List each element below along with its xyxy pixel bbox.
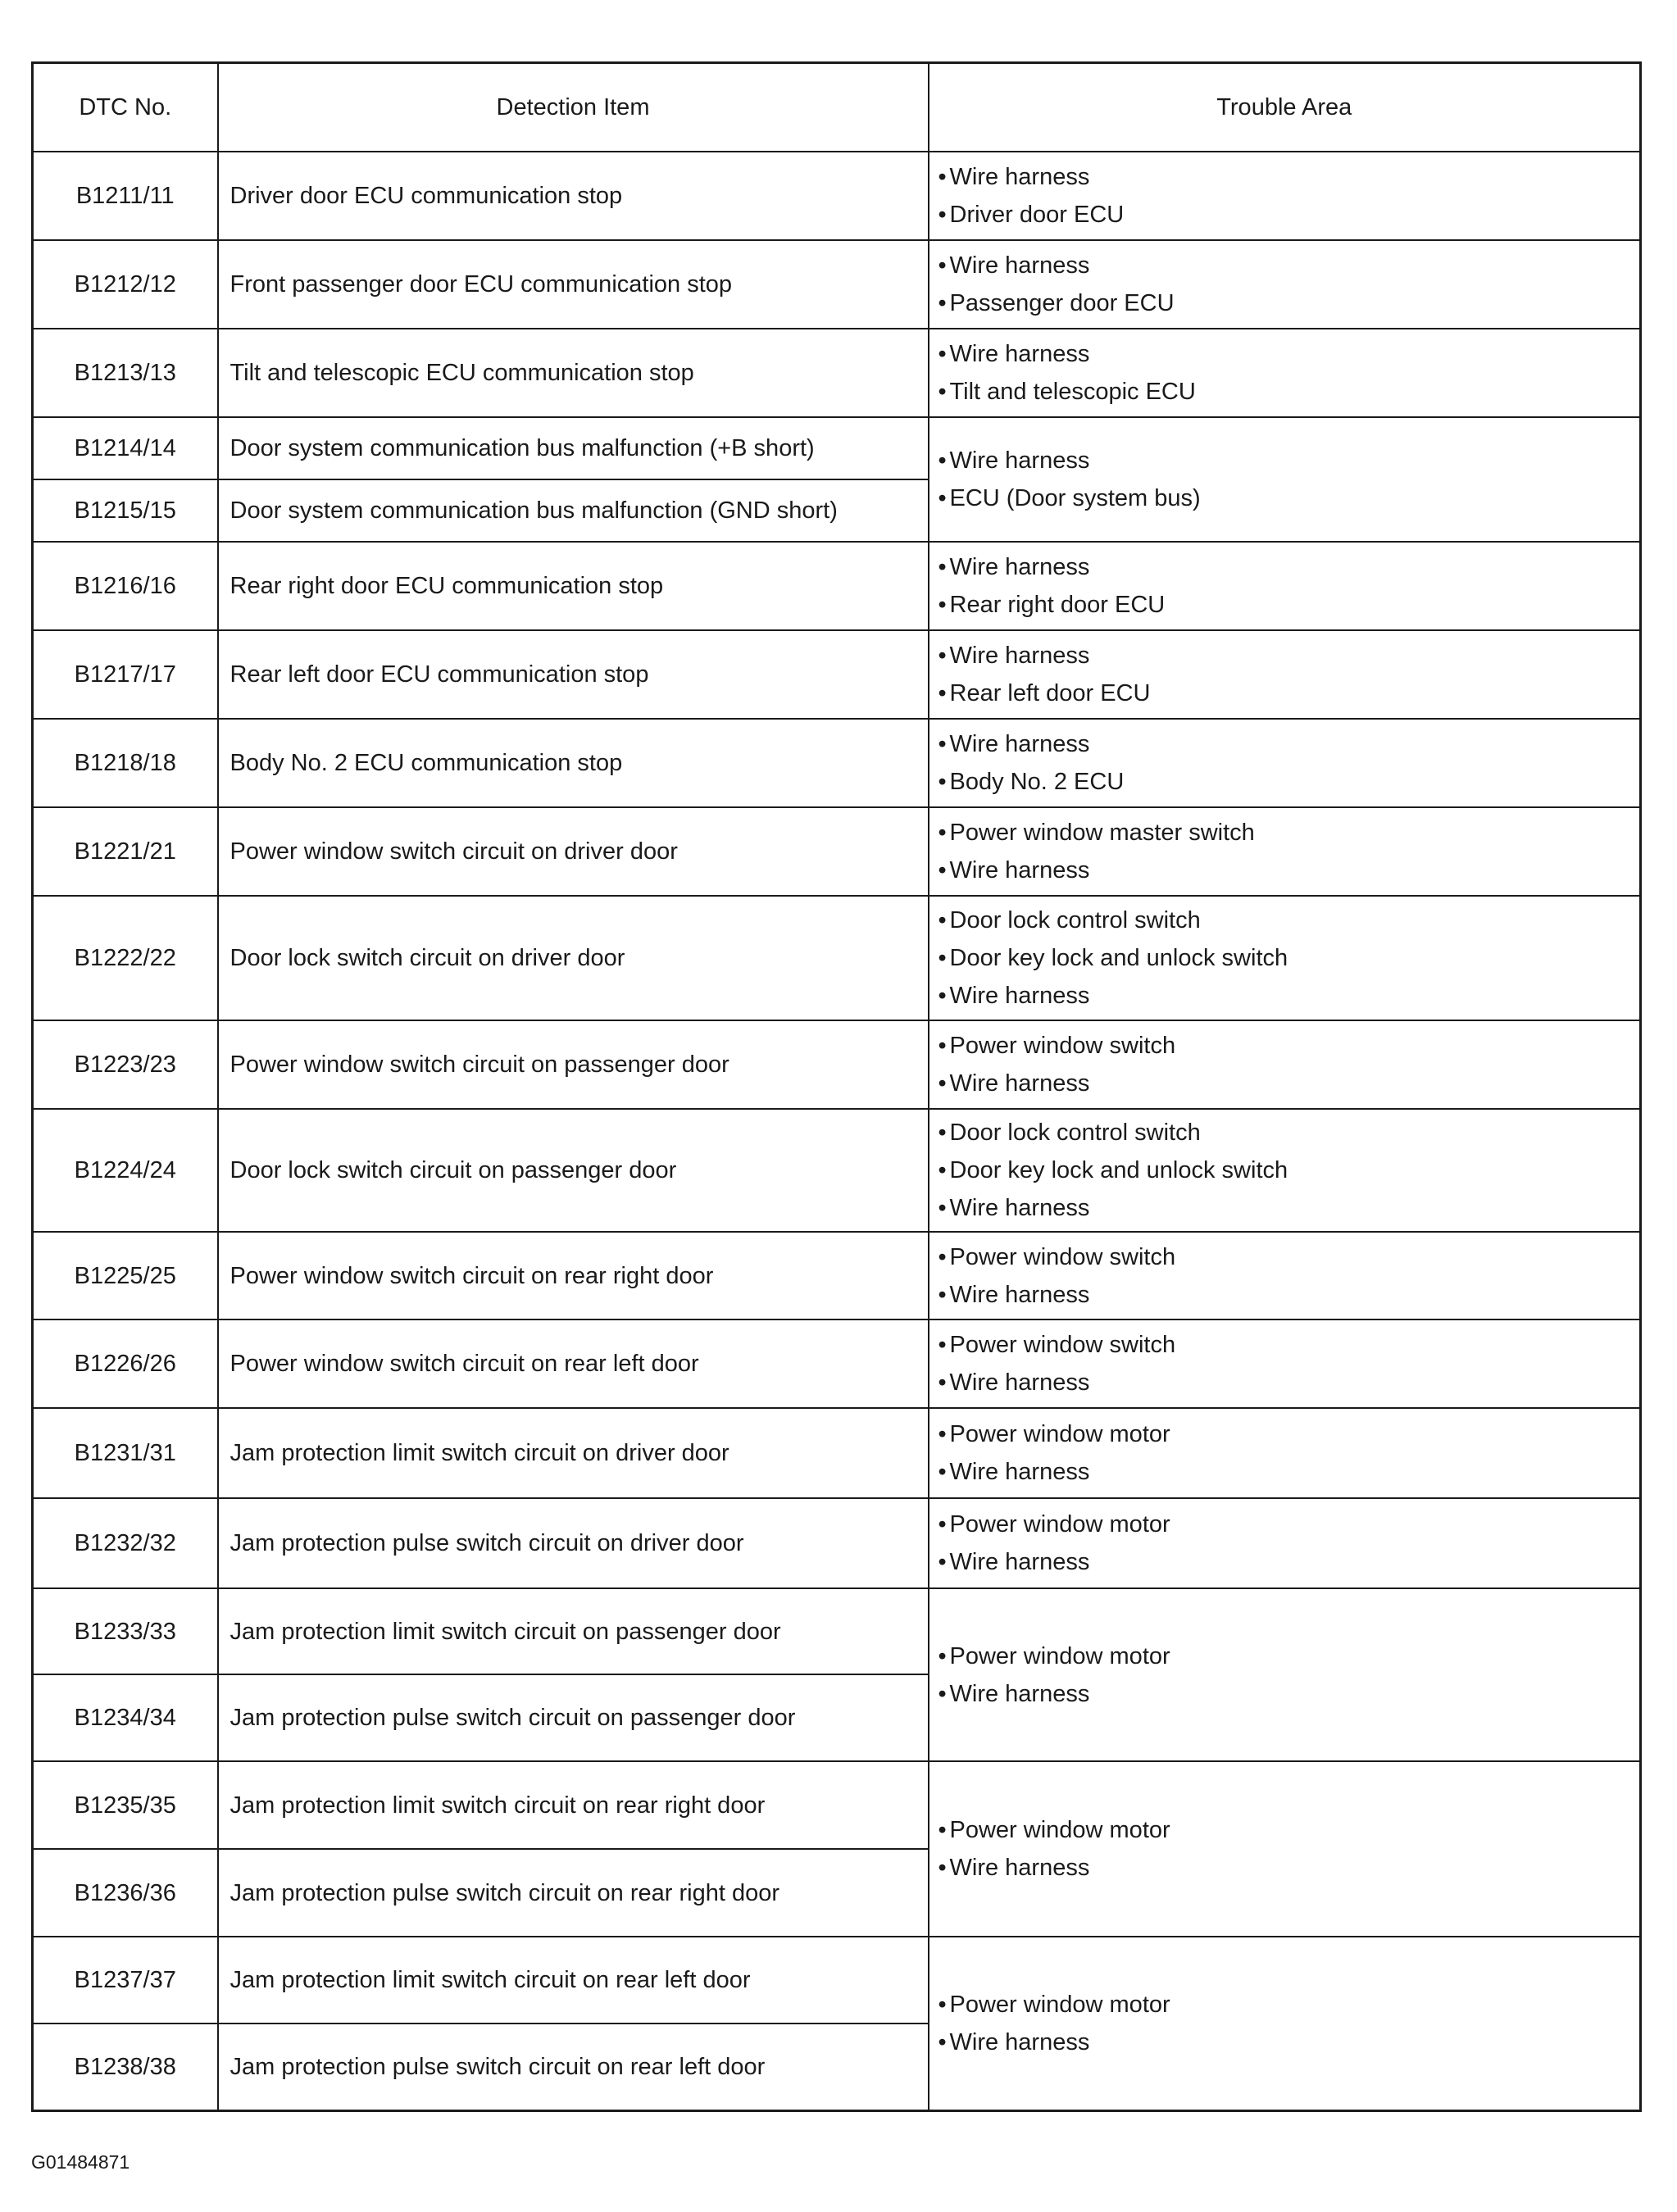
- bullet-icon: •: [938, 820, 947, 846]
- trouble-area-text: Power window switch: [949, 1243, 1176, 1270]
- trouble-area-item: [938, 1637, 1639, 1675]
- detection-item: Jam protection limit switch circuit on passenger door: [218, 1588, 929, 1674]
- trouble-area-text: Wire harness: [949, 341, 1090, 367]
- dtc-code: B1225/25: [33, 1232, 218, 1319]
- bullet-icon: •: [938, 290, 947, 316]
- trouble-area-text: Power window switch: [949, 1332, 1176, 1358]
- table-row: [33, 1761, 1641, 1849]
- trouble-area-item: [938, 247, 1639, 284]
- detection-item: Door lock switch circuit on driver door: [218, 896, 929, 1020]
- dtc-code: B1237/37: [33, 1937, 218, 2024]
- dtc-code: B1218/18: [33, 719, 218, 807]
- bullet-icon: •: [938, 554, 947, 580]
- dtc-code: B1214/14: [33, 417, 218, 479]
- trouble-area: [929, 1232, 1641, 1319]
- bullet-icon: •: [938, 945, 947, 971]
- dtc-code: B1231/31: [33, 1408, 218, 1498]
- trouble-area: [929, 807, 1641, 896]
- trouble-area: [929, 1109, 1641, 1232]
- bullet-icon: •: [938, 907, 947, 933]
- bullet-icon: •: [938, 1459, 947, 1485]
- trouble-area-item: [938, 1364, 1639, 1401]
- trouble-area-text: Power window motor: [949, 1991, 1170, 2018]
- trouble-area-item: [938, 335, 1639, 373]
- bullet-icon: •: [938, 592, 947, 618]
- trouble-area: [929, 1588, 1641, 1761]
- table-row: [33, 542, 1641, 630]
- detection-item: Jam protection limit switch circuit on rear right door: [218, 1761, 929, 1849]
- bullet-icon: •: [938, 1120, 947, 1146]
- trouble-area: [929, 719, 1641, 807]
- bullet-icon: •: [938, 164, 947, 190]
- table-row: [33, 1020, 1641, 1109]
- trouble-area-text: Wire harness: [949, 1195, 1090, 1221]
- detection-item: Door lock switch circuit on passenger door: [218, 1109, 929, 1232]
- dtc-code: B1223/23: [33, 1020, 218, 1109]
- trouble-area-text: Tilt and telescopic ECU: [949, 379, 1196, 405]
- trouble-area-text: Power window motor: [949, 1511, 1170, 1537]
- dtc-code: B1226/26: [33, 1319, 218, 1408]
- bullet-icon: •: [938, 1332, 947, 1358]
- trouble-area: [929, 1761, 1641, 1937]
- trouble-area-item: [938, 939, 1639, 977]
- trouble-area-item: [938, 1849, 1639, 1887]
- dtc-table: [31, 61, 1642, 2112]
- table-row: [33, 1588, 1641, 1674]
- bullet-icon: •: [938, 643, 947, 669]
- trouble-area-text: Passenger door ECU: [949, 290, 1175, 316]
- trouble-area: [929, 1408, 1641, 1498]
- table-row: [33, 896, 1641, 1020]
- bullet-icon: •: [938, 1243, 947, 1270]
- table-row: [33, 152, 1641, 240]
- detection-item: Jam protection limit switch circuit on rear left door: [218, 1937, 929, 2024]
- trouble-area: [929, 329, 1641, 417]
- detection-item: Driver door ECU communication stop: [218, 152, 929, 240]
- detection-item: Tilt and telescopic ECU communication stop: [218, 329, 929, 417]
- dtc-code: B1232/32: [33, 1498, 218, 1588]
- detection-item: Jam protection limit switch circuit on driver door: [218, 1408, 929, 1498]
- trouble-area-text: Wire harness: [949, 252, 1090, 279]
- trouble-area-item: [938, 977, 1639, 1015]
- dtc-code: B1212/12: [33, 240, 218, 329]
- detection-item: Power window switch circuit on passenger door: [218, 1020, 929, 1109]
- header-row: [33, 63, 1641, 152]
- trouble-area-item: [938, 158, 1639, 196]
- detection-item: Jam protection pulse switch circuit on rear right door: [218, 1849, 929, 1937]
- table-row: [33, 719, 1641, 807]
- trouble-area: [929, 1020, 1641, 1109]
- dtc-code: B1224/24: [33, 1109, 218, 1232]
- bullet-icon: •: [938, 1817, 947, 1843]
- table-row: [33, 1232, 1641, 1319]
- trouble-area-item: [938, 1114, 1639, 1151]
- bullet-icon: •: [938, 1421, 947, 1447]
- trouble-area-item: [938, 284, 1639, 322]
- header-dtc-no: DTC No.: [33, 63, 218, 152]
- trouble-area-text: Wire harness: [949, 1369, 1090, 1396]
- bullet-icon: •: [938, 1511, 947, 1537]
- trouble-area-item: [938, 725, 1639, 763]
- trouble-area: [929, 1937, 1641, 2110]
- bullet-icon: •: [938, 1855, 947, 1881]
- trouble-area: [929, 1498, 1641, 1588]
- trouble-area-item: [938, 1027, 1639, 1065]
- trouble-area-item: [938, 675, 1639, 712]
- dtc-code: B1221/21: [33, 807, 218, 896]
- header-detection-item: Detection Item: [218, 63, 929, 152]
- trouble-area-item: [938, 852, 1639, 889]
- trouble-area-item: [938, 479, 1639, 517]
- trouble-area-item: [938, 196, 1639, 234]
- detection-item: Jam protection pulse switch circuit on passenger door: [218, 1674, 929, 1761]
- bullet-icon: •: [938, 1033, 947, 1059]
- trouble-area-item: [938, 902, 1639, 939]
- bullet-icon: •: [938, 2028, 947, 2055]
- trouble-area-text: Rear right door ECU: [949, 592, 1166, 618]
- trouble-area-item: [938, 814, 1639, 852]
- bullet-icon: •: [938, 1281, 947, 1308]
- table-row: [33, 1319, 1641, 1408]
- bullet-icon: •: [938, 983, 947, 1009]
- trouble-area-item: [938, 1276, 1639, 1314]
- trouble-area-item: [938, 1189, 1639, 1227]
- trouble-area-text: Power window switch: [949, 1033, 1176, 1059]
- trouble-area-item: [938, 1811, 1639, 1849]
- trouble-area-text: Wire harness: [949, 164, 1090, 190]
- trouble-area-text: Wire harness: [949, 2028, 1090, 2055]
- trouble-area-text: Wire harness: [949, 983, 1090, 1009]
- bullet-icon: •: [938, 1195, 947, 1221]
- dtc-code: B1222/22: [33, 896, 218, 1020]
- dtc-code: B1238/38: [33, 2024, 218, 2110]
- trouble-area-item: [938, 1326, 1639, 1364]
- trouble-area: [929, 1319, 1641, 1408]
- bullet-icon: •: [938, 769, 947, 795]
- bullet-icon: •: [938, 1157, 947, 1183]
- detection-item: Body No. 2 ECU communication stop: [218, 719, 929, 807]
- bullet-icon: •: [938, 731, 947, 757]
- trouble-area-text: Wire harness: [949, 1459, 1090, 1485]
- table-row: [33, 1937, 1641, 2024]
- table-row: [33, 630, 1641, 719]
- trouble-area-text: Wire harness: [949, 447, 1090, 474]
- detection-item: Jam protection pulse switch circuit on rear left door: [218, 2024, 929, 2110]
- trouble-area-text: Power window motor: [949, 1421, 1170, 1447]
- bullet-icon: •: [938, 252, 947, 279]
- trouble-area-text: ECU (Door system bus): [949, 485, 1201, 511]
- bullet-icon: •: [938, 1991, 947, 2018]
- bullet-icon: •: [938, 1369, 947, 1396]
- trouble-area: [929, 240, 1641, 329]
- table-row: [33, 1408, 1641, 1498]
- trouble-area-text: Wire harness: [949, 1855, 1090, 1881]
- trouble-area-text: Wire harness: [949, 554, 1090, 580]
- figure-id: G01484871: [31, 2151, 130, 2173]
- trouble-area-text: Door key lock and unlock switch: [949, 1157, 1288, 1183]
- dtc-code: B1235/35: [33, 1761, 218, 1849]
- trouble-area-item: [938, 373, 1639, 411]
- trouble-area-text: Wire harness: [949, 1070, 1090, 1097]
- trouble-area-item: [938, 2024, 1639, 2061]
- dtc-code: B1216/16: [33, 542, 218, 630]
- bullet-icon: •: [938, 1642, 947, 1669]
- bullet-icon: •: [938, 680, 947, 706]
- trouble-area-item: [938, 1151, 1639, 1189]
- trouble-area-item: [938, 1453, 1639, 1491]
- bullet-icon: •: [938, 485, 947, 511]
- dtc-code: B1236/36: [33, 1849, 218, 1937]
- table-row: [33, 240, 1641, 329]
- detection-item: Rear left door ECU communication stop: [218, 630, 929, 719]
- dtc-code: B1211/11: [33, 152, 218, 240]
- table-row: [33, 417, 1641, 479]
- trouble-area-text: Power window master switch: [949, 820, 1255, 846]
- trouble-area-item: [938, 442, 1639, 479]
- table-row: [33, 807, 1641, 896]
- trouble-area-item: [938, 637, 1639, 675]
- dtc-code: B1213/13: [33, 329, 218, 417]
- bullet-icon: •: [938, 1070, 947, 1097]
- dtc-code: B1233/33: [33, 1588, 218, 1674]
- trouble-area-item: [938, 548, 1639, 586]
- detection-item: Front passenger door ECU communication stop: [218, 240, 929, 329]
- bullet-icon: •: [938, 202, 947, 228]
- trouble-area-item: [938, 763, 1639, 801]
- trouble-area-item: [938, 1543, 1639, 1581]
- detection-item: Jam protection pulse switch circuit on driver door: [218, 1498, 929, 1588]
- trouble-area: [929, 542, 1641, 630]
- trouble-area-text: Wire harness: [949, 857, 1090, 883]
- trouble-area-text: Power window motor: [949, 1817, 1170, 1843]
- detection-item: Door system communication bus malfunction (GND short): [218, 479, 929, 542]
- trouble-area-item: [938, 1238, 1639, 1276]
- detection-item: Power window switch circuit on rear left door: [218, 1319, 929, 1408]
- table-row: [33, 329, 1641, 417]
- trouble-area: [929, 896, 1641, 1020]
- trouble-area-text: Wire harness: [949, 643, 1090, 669]
- trouble-area: [929, 630, 1641, 719]
- bullet-icon: •: [938, 379, 947, 405]
- trouble-area-item: [938, 1986, 1639, 2024]
- trouble-area-text: Body No. 2 ECU: [949, 769, 1125, 795]
- trouble-area-item: [938, 1675, 1639, 1713]
- trouble-area-text: Door lock control switch: [949, 907, 1201, 933]
- trouble-area-text: Door key lock and unlock switch: [949, 945, 1288, 971]
- trouble-area-text: Driver door ECU: [949, 202, 1125, 228]
- trouble-area-text: Wire harness: [949, 731, 1090, 757]
- dtc-code: B1215/15: [33, 479, 218, 542]
- trouble-area: [929, 417, 1641, 542]
- detection-item: Door system communication bus malfunction (+B short): [218, 417, 929, 479]
- bullet-icon: •: [938, 1549, 947, 1575]
- bullet-icon: •: [938, 341, 947, 367]
- detection-item: Rear right door ECU communication stop: [218, 542, 929, 630]
- detection-item: Power window switch circuit on rear right door: [218, 1232, 929, 1319]
- dtc-code: B1234/34: [33, 1674, 218, 1761]
- table-row: [33, 1109, 1641, 1232]
- trouble-area-item: [938, 1065, 1639, 1102]
- trouble-area: [929, 152, 1641, 240]
- table-row: [33, 1498, 1641, 1588]
- trouble-area-text: Wire harness: [949, 1549, 1090, 1575]
- trouble-area-text: Rear left door ECU: [949, 680, 1151, 706]
- bullet-icon: •: [938, 447, 947, 474]
- bullet-icon: •: [938, 857, 947, 883]
- trouble-area-text: Wire harness: [949, 1281, 1090, 1308]
- detection-item: Power window switch circuit on driver door: [218, 807, 929, 896]
- trouble-area-item: [938, 1506, 1639, 1543]
- header-trouble-area: Trouble Area: [929, 63, 1641, 152]
- trouble-area-text: Power window motor: [949, 1642, 1170, 1669]
- trouble-area-text: Door lock control switch: [949, 1120, 1201, 1146]
- trouble-area-item: [938, 1415, 1639, 1453]
- dtc-code: B1217/17: [33, 630, 218, 719]
- trouble-area-item: [938, 586, 1639, 624]
- trouble-area-text: Wire harness: [949, 1680, 1090, 1707]
- bullet-icon: •: [938, 1680, 947, 1707]
